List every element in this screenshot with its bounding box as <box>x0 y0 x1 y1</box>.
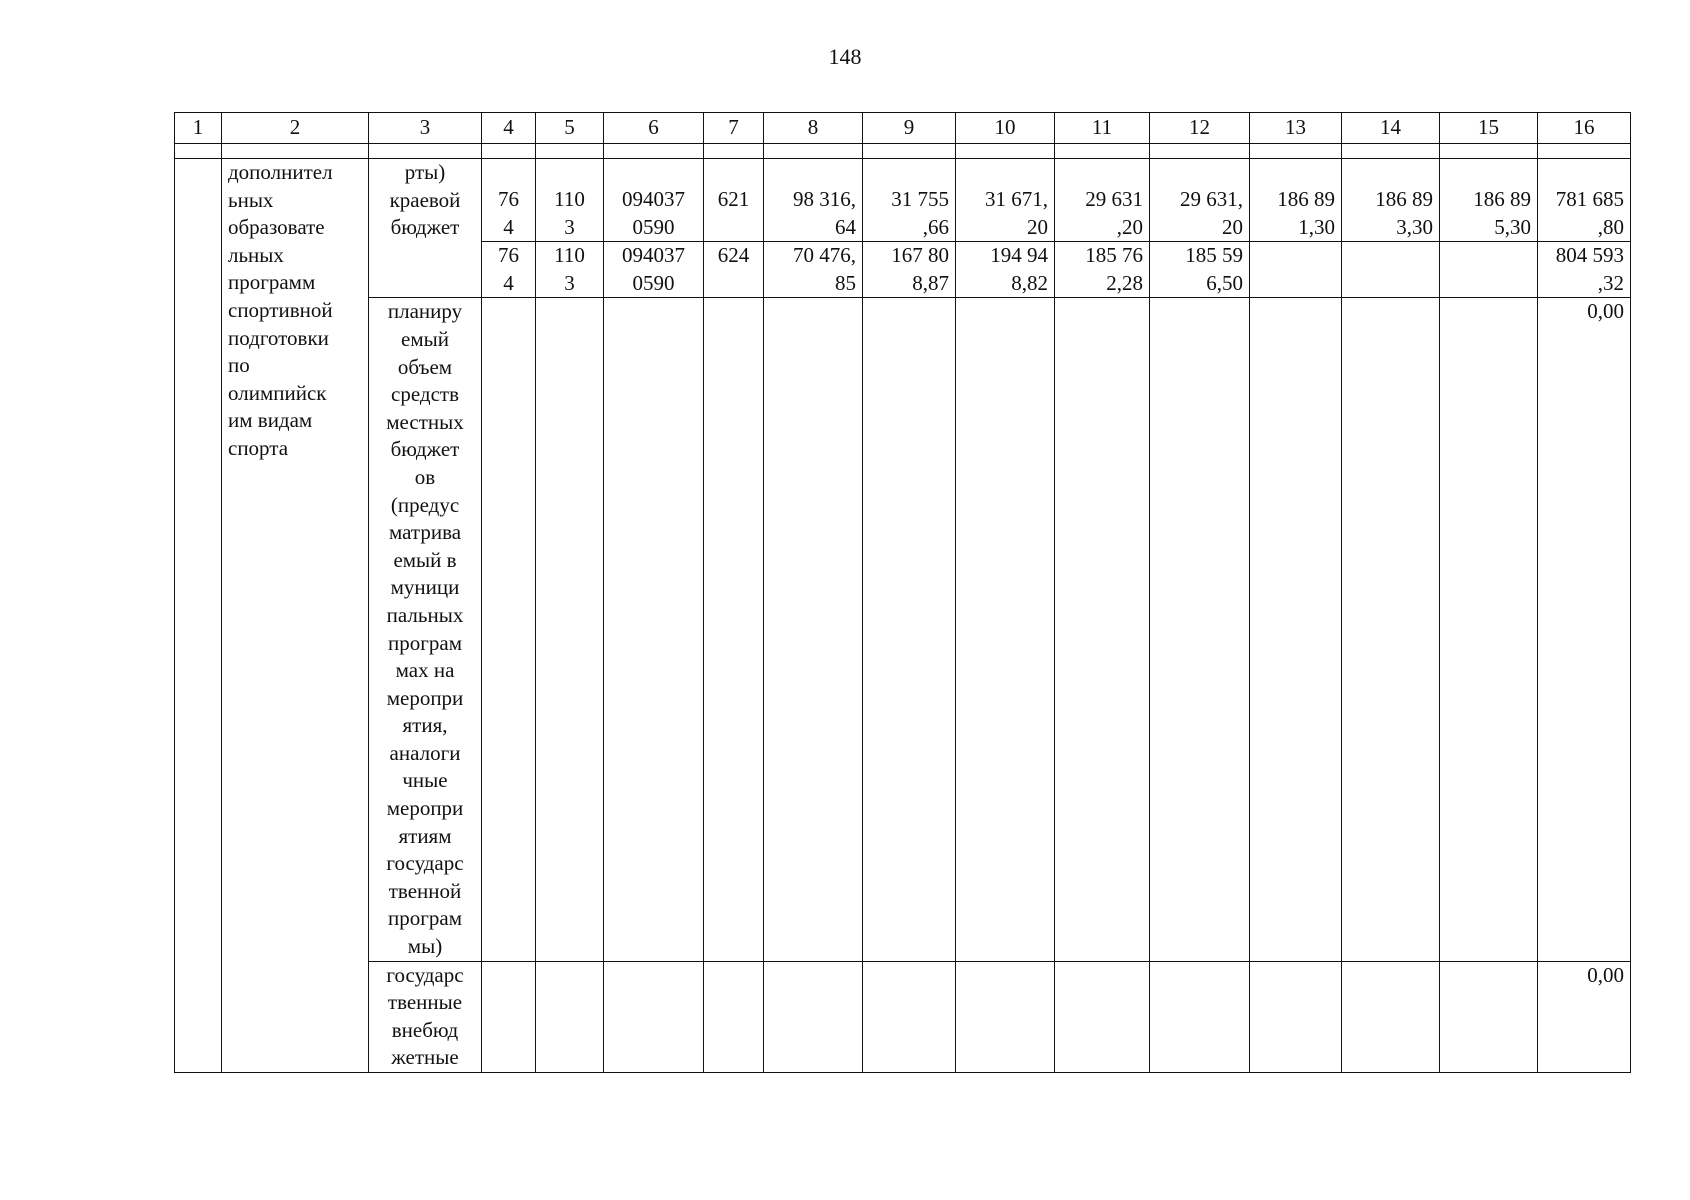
cell-empty <box>1250 298 1342 961</box>
cell-empty <box>1440 242 1538 298</box>
cell-empty <box>1150 298 1250 961</box>
col-header-5: 5 <box>536 113 604 144</box>
cell-empty <box>1250 961 1342 1072</box>
cell-value: 29 631, 20 <box>1150 159 1250 242</box>
funding-source-line: краевой <box>389 187 461 212</box>
cell-empty <box>956 961 1055 1072</box>
col-header-2: 2 <box>222 113 369 144</box>
cell-empty <box>764 298 863 961</box>
cell-value: 194 94 8,82 <box>956 242 1055 298</box>
col-header-16: 16 <box>1538 113 1631 144</box>
cell-empty <box>1250 242 1342 298</box>
cell-value: 29 631 ,20 <box>1055 159 1150 242</box>
cell-empty <box>482 961 536 1072</box>
cell-empty <box>604 961 704 1072</box>
funding-source-cell-extra: государс твенные внебюд жетные <box>369 961 482 1072</box>
col-header-1: 1 <box>175 113 222 144</box>
cell-empty <box>704 298 764 961</box>
row-description-cell <box>222 159 369 1073</box>
cell-value: 186 89 5,30 <box>1440 159 1538 242</box>
cell-total: 0,00 <box>1538 298 1631 961</box>
description-line: программ <box>228 270 316 295</box>
cell-empty <box>482 298 536 961</box>
cell-vr: 621 <box>704 159 764 242</box>
cell-value: 98 316, 64 <box>764 159 863 242</box>
cell-csr: 094037 0590 <box>604 242 704 298</box>
row-number-cell <box>175 159 222 1073</box>
col-header-3: 3 <box>369 113 482 144</box>
funding-source-line: рты) <box>404 160 446 184</box>
col-header-6: 6 <box>604 113 704 144</box>
spacer-row <box>175 144 1631 159</box>
table-row-kraevoy-621 <box>175 159 1631 242</box>
cell-value: 185 76 2,28 <box>1055 242 1150 298</box>
cell-total: 804 593 ,32 <box>1538 242 1631 298</box>
cell-empty <box>604 298 704 961</box>
page-number: 148 <box>828 44 862 69</box>
cell-empty <box>536 298 604 961</box>
cell-value: 186 89 1,30 <box>1250 159 1342 242</box>
col-header-11: 11 <box>1055 113 1150 144</box>
cell-empty <box>1055 298 1150 961</box>
col-header-14: 14 <box>1342 113 1440 144</box>
cell-value: 167 80 8,87 <box>863 242 956 298</box>
description-line: по <box>228 353 250 378</box>
cell-grbs: 76 4 <box>482 242 536 298</box>
col-header-9: 9 <box>863 113 956 144</box>
budget-table <box>174 112 1631 1073</box>
cell-value: 31 671, 20 <box>956 159 1055 242</box>
cell-empty <box>764 961 863 1072</box>
description-line: спорта <box>228 435 289 460</box>
column-number-row <box>175 113 1631 144</box>
cell-empty <box>1440 298 1538 961</box>
table-row-local-budget <box>175 298 1631 961</box>
table-row-extrabudget <box>175 961 1631 1072</box>
col-header-15: 15 <box>1440 113 1538 144</box>
cell-empty <box>1440 961 1538 1072</box>
cell-rzpr: 110 3 <box>536 242 604 298</box>
cell-vr: 624 <box>704 242 764 298</box>
cell-empty <box>1150 961 1250 1072</box>
cell-empty <box>863 961 956 1072</box>
description-line: им видам <box>228 408 313 433</box>
funding-source-cell-local: планиру емый объем средств местных бюджет ов (предус матрива емый в муници пальных програм мах на меропри ятия, аналоги чные меропри ятиям государс твенной програм мы) <box>369 298 482 961</box>
col-header-12: 12 <box>1150 113 1250 144</box>
cell-rzpr: 110 3 <box>536 159 604 242</box>
description-line: подготовки <box>228 325 329 350</box>
cell-empty <box>1342 961 1440 1072</box>
col-header-13: 13 <box>1250 113 1342 144</box>
funding-source-cell-kraevoy <box>369 159 482 298</box>
cell-value: 70 476, 85 <box>764 242 863 298</box>
cell-empty <box>1055 961 1150 1072</box>
cell-value: 186 89 3,30 <box>1342 159 1440 242</box>
cell-empty <box>956 298 1055 961</box>
description-line: спортивной <box>228 297 333 322</box>
cell-empty <box>704 961 764 1072</box>
col-header-10: 10 <box>956 113 1055 144</box>
cell-value: 31 755 ,66 <box>863 159 956 242</box>
description-line: льных <box>228 242 284 267</box>
cell-total: 0,00 <box>1538 961 1631 1072</box>
cell-total: 781 685 ,80 <box>1538 159 1631 242</box>
cell-value: 185 59 6,50 <box>1150 242 1250 298</box>
description-line: дополнител <box>228 160 333 184</box>
col-header-4: 4 <box>482 113 536 144</box>
cell-grbs: 76 4 <box>482 159 536 242</box>
cell-empty <box>1342 242 1440 298</box>
cell-empty <box>863 298 956 961</box>
funding-source-line: бюджет <box>390 215 460 240</box>
col-header-7: 7 <box>704 113 764 144</box>
cell-empty <box>536 961 604 1072</box>
description-line: образовате <box>228 215 325 240</box>
description-line: олимпийск <box>228 380 327 405</box>
col-header-8: 8 <box>764 113 863 144</box>
cell-empty <box>1342 298 1440 961</box>
description-line: ьных <box>228 187 274 212</box>
cell-csr: 094037 0590 <box>604 159 704 242</box>
